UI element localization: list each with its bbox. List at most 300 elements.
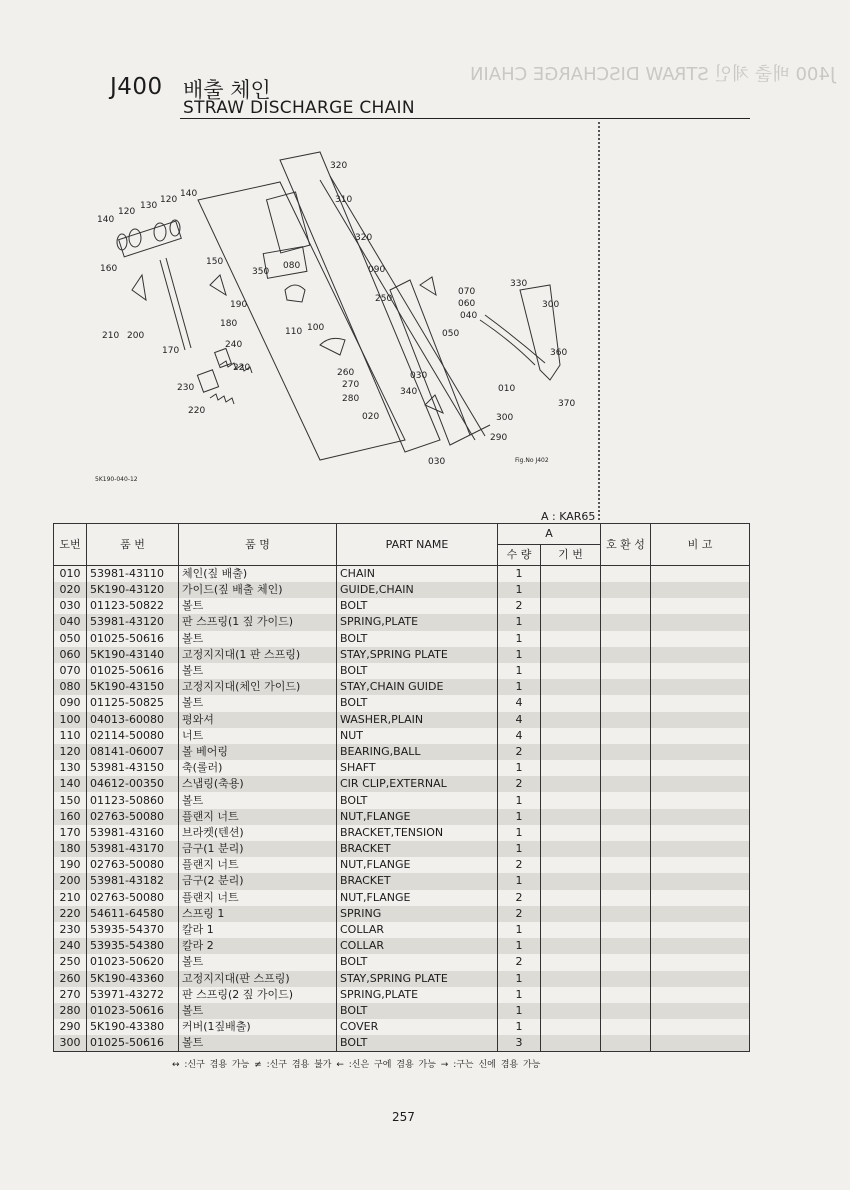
part-name-cell: SPRING — [337, 906, 498, 922]
svg-text:360: 360 — [550, 348, 568, 358]
quantity-cell: 4 — [498, 695, 541, 711]
part-number-cell: 53935-54380 — [87, 938, 179, 954]
korean-name-cell: 칼라 2 — [179, 938, 337, 954]
korean-name-cell: 고정지지대(판 스프링) — [179, 971, 337, 987]
remark-cell — [651, 809, 750, 825]
svg-text:180: 180 — [220, 319, 238, 329]
table-row — [54, 1003, 750, 1019]
part-number-cell: 01123-50822 — [87, 598, 179, 614]
svg-text:320: 320 — [330, 161, 348, 171]
quantity-cell: 1 — [498, 809, 541, 825]
compat-cell — [601, 809, 651, 825]
ref-no-cell: 300 — [54, 1035, 87, 1052]
remark-cell — [651, 679, 750, 695]
svg-text:140: 140 — [180, 189, 198, 199]
col-header-part-name: PART NAME — [337, 524, 498, 566]
part-name-cell: BOLT — [337, 663, 498, 679]
basic-cell — [541, 841, 601, 857]
basic-cell — [541, 728, 601, 744]
quantity-cell: 2 — [498, 776, 541, 792]
compat-cell — [601, 954, 651, 970]
ref-no-cell: 030 — [54, 598, 87, 614]
part-number-cell: 01025-50616 — [87, 1035, 179, 1052]
compat-cell — [601, 614, 651, 630]
ref-no-cell: 100 — [54, 712, 87, 728]
table-row — [54, 631, 750, 647]
basic-cell — [541, 792, 601, 808]
table-row — [54, 825, 750, 841]
ref-no-cell: 220 — [54, 906, 87, 922]
compat-cell — [601, 1035, 651, 1052]
basic-cell — [541, 760, 601, 776]
korean-name-cell: 브라켓(텐션) — [179, 825, 337, 841]
svg-text:050: 050 — [442, 329, 460, 339]
svg-text:300: 300 — [496, 413, 514, 423]
table-row — [54, 873, 750, 889]
svg-text:130: 130 — [140, 201, 158, 211]
svg-text:150: 150 — [206, 257, 224, 267]
section-code: J400 — [110, 74, 163, 100]
korean-name-cell: 볼트 — [179, 954, 337, 970]
quantity-cell: 2 — [498, 954, 541, 970]
svg-text:260: 260 — [337, 368, 355, 378]
ref-no-cell: 230 — [54, 922, 87, 938]
page-number: 257 — [392, 1110, 415, 1124]
compat-cell — [601, 631, 651, 647]
korean-name-cell: 볼트 — [179, 663, 337, 679]
table-row — [54, 744, 750, 760]
quantity-cell: 1 — [498, 841, 541, 857]
korean-name-cell: 볼트 — [179, 631, 337, 647]
compat-cell — [601, 744, 651, 760]
remark-cell — [651, 631, 750, 647]
basic-cell — [541, 695, 601, 711]
ref-no-cell: 240 — [54, 938, 87, 954]
ref-no-cell: 090 — [54, 695, 87, 711]
part-number-cell: 02763-50080 — [87, 890, 179, 906]
part-number-cell: 01123-50860 — [87, 792, 179, 808]
svg-text:090: 090 — [368, 265, 386, 275]
part-number-cell: 01023-50620 — [87, 954, 179, 970]
part-name-cell: CHAIN — [337, 566, 498, 583]
section-title-korean: 배출 체인 — [183, 78, 271, 102]
col-header-qty: 수 량 — [498, 545, 541, 566]
col-header-group-a: A — [498, 524, 601, 545]
svg-text:160: 160 — [100, 264, 118, 274]
korean-name-cell: 스프링 1 — [179, 906, 337, 922]
remark-cell — [651, 857, 750, 873]
part-number-cell: 02763-50080 — [87, 809, 179, 825]
basic-cell — [541, 971, 601, 987]
part-name-cell: SPRING,PLATE — [337, 987, 498, 1003]
ref-no-cell: 020 — [54, 582, 87, 598]
ref-no-cell: 250 — [54, 954, 87, 970]
svg-text:240: 240 — [225, 340, 243, 350]
part-number-cell: 01125-50825 — [87, 695, 179, 711]
quantity-cell: 2 — [498, 598, 541, 614]
remark-cell — [651, 825, 750, 841]
table-row — [54, 598, 750, 614]
table-row — [54, 566, 750, 583]
part-name-cell: BOLT — [337, 598, 498, 614]
compat-cell — [601, 906, 651, 922]
compat-cell — [601, 1019, 651, 1035]
part-number-cell: 53981-43182 — [87, 873, 179, 889]
compat-cell — [601, 695, 651, 711]
part-number-cell: 5K190-43150 — [87, 679, 179, 695]
part-number-cell: 53935-54370 — [87, 922, 179, 938]
table-row — [54, 647, 750, 663]
table-row — [54, 582, 750, 598]
basic-cell — [541, 954, 601, 970]
svg-text:210: 210 — [102, 331, 120, 341]
remark-cell — [651, 938, 750, 954]
part-name-cell: BOLT — [337, 1003, 498, 1019]
basic-cell — [541, 744, 601, 760]
part-name-cell: BRACKET — [337, 873, 498, 889]
quantity-cell: 3 — [498, 1035, 541, 1052]
svg-text:Fig.No J402: Fig.No J402 — [515, 457, 549, 464]
part-number-cell: 5K190-43360 — [87, 971, 179, 987]
table-row — [54, 987, 750, 1003]
svg-text:230: 230 — [177, 383, 195, 393]
quantity-cell: 2 — [498, 890, 541, 906]
remark-cell — [651, 906, 750, 922]
basic-cell — [541, 938, 601, 954]
quantity-cell: 1 — [498, 631, 541, 647]
part-name-cell: NUT,FLANGE — [337, 890, 498, 906]
part-name-cell: COVER — [337, 1019, 498, 1035]
quantity-cell: 4 — [498, 728, 541, 744]
part-name-cell: CIR CLIP,EXTERNAL — [337, 776, 498, 792]
quantity-cell: 1 — [498, 922, 541, 938]
ref-no-cell: 190 — [54, 857, 87, 873]
compat-cell — [601, 841, 651, 857]
svg-text:370: 370 — [558, 399, 576, 409]
bleed-through-text: J400 배출 체인 STRAW DISCHARGE CHAIN — [470, 64, 836, 85]
remark-cell — [651, 582, 750, 598]
table-row — [54, 663, 750, 679]
svg-text:320: 320 — [355, 233, 373, 243]
part-number-cell: 5K190-43120 — [87, 582, 179, 598]
part-number-cell: 53971-43272 — [87, 987, 179, 1003]
korean-name-cell: 고정지지대(체인 가이드) — [179, 679, 337, 695]
part-number-cell: 02763-50080 — [87, 857, 179, 873]
ref-no-cell: 150 — [54, 792, 87, 808]
table-row — [54, 776, 750, 792]
part-name-cell: NUT — [337, 728, 498, 744]
part-number-cell: 54611-64580 — [87, 906, 179, 922]
quantity-cell: 1 — [498, 938, 541, 954]
svg-text:110: 110 — [285, 327, 303, 337]
model-key: A : KAR65 — [541, 510, 596, 523]
compat-cell — [601, 663, 651, 679]
compat-cell — [601, 971, 651, 987]
compat-cell — [601, 712, 651, 728]
remark-cell — [651, 890, 750, 906]
svg-text:100: 100 — [307, 323, 325, 333]
korean-name-cell: 볼 베어링 — [179, 744, 337, 760]
table-row — [54, 938, 750, 954]
table-row — [54, 760, 750, 776]
basic-cell — [541, 614, 601, 630]
korean-name-cell: 플랜지 너트 — [179, 857, 337, 873]
svg-text:270: 270 — [342, 380, 360, 390]
ref-no-cell: 110 — [54, 728, 87, 744]
basic-cell — [541, 922, 601, 938]
ref-no-cell: 290 — [54, 1019, 87, 1035]
compat-cell — [601, 776, 651, 792]
svg-text:120: 120 — [160, 195, 178, 205]
part-name-cell: STAY,SPRING PLATE — [337, 971, 498, 987]
remark-cell — [651, 1035, 750, 1052]
quantity-cell: 1 — [498, 987, 541, 1003]
remark-cell — [651, 647, 750, 663]
compat-cell — [601, 647, 651, 663]
remark-cell — [651, 663, 750, 679]
section-title-english: STRAW DISCHARGE CHAIN — [183, 98, 415, 118]
svg-text:220: 220 — [233, 363, 251, 373]
svg-text:070: 070 — [458, 287, 476, 297]
col-header-no: 도번 — [54, 524, 87, 566]
part-name-cell: WASHER,PLAIN — [337, 712, 498, 728]
table-row — [54, 890, 750, 906]
remark-cell — [651, 987, 750, 1003]
compat-cell — [601, 1003, 651, 1019]
basic-cell — [541, 825, 601, 841]
remark-cell — [651, 776, 750, 792]
part-name-cell: NUT,FLANGE — [337, 857, 498, 873]
svg-text:5K190-040-12: 5K190-040-12 — [95, 476, 138, 483]
korean-name-cell: 축(롤러) — [179, 760, 337, 776]
part-number-cell: 53981-43170 — [87, 841, 179, 857]
svg-text:340: 340 — [400, 387, 418, 397]
svg-text:170: 170 — [162, 346, 180, 356]
part-number-cell: 5K190-43380 — [87, 1019, 179, 1035]
table-row — [54, 728, 750, 744]
remark-cell — [651, 954, 750, 970]
part-name-cell: BOLT — [337, 792, 498, 808]
part-number-cell: 5K190-43140 — [87, 647, 179, 663]
part-number-cell: 53981-43150 — [87, 760, 179, 776]
svg-text:250: 250 — [375, 294, 393, 304]
quantity-cell: 1 — [498, 1019, 541, 1035]
basic-cell — [541, 890, 601, 906]
svg-text:140: 140 — [97, 215, 115, 225]
compat-cell — [601, 825, 651, 841]
ref-no-cell: 280 — [54, 1003, 87, 1019]
remark-cell — [651, 841, 750, 857]
basic-cell — [541, 873, 601, 889]
table-row — [54, 712, 750, 728]
remark-cell — [651, 760, 750, 776]
part-name-cell: BEARING,BALL — [337, 744, 498, 760]
basic-cell — [541, 582, 601, 598]
ref-no-cell: 050 — [54, 631, 87, 647]
part-number-cell: 01025-50616 — [87, 631, 179, 647]
table-row — [54, 971, 750, 987]
quantity-cell: 1 — [498, 760, 541, 776]
table-row — [54, 792, 750, 808]
quantity-cell: 1 — [498, 663, 541, 679]
remark-cell — [651, 728, 750, 744]
part-name-cell: BRACKET,TENSION — [337, 825, 498, 841]
svg-text:220: 220 — [188, 406, 206, 416]
ref-no-cell: 080 — [54, 679, 87, 695]
korean-name-cell: 볼트 — [179, 792, 337, 808]
part-name-cell: STAY,CHAIN GUIDE — [337, 679, 498, 695]
basic-cell — [541, 566, 601, 583]
quantity-cell: 1 — [498, 582, 541, 598]
korean-name-cell: 볼트 — [179, 598, 337, 614]
korean-name-cell: 커버(1짚배출) — [179, 1019, 337, 1035]
quantity-cell: 1 — [498, 971, 541, 987]
basic-cell — [541, 987, 601, 1003]
korean-name-cell: 금구(2 분리) — [179, 873, 337, 889]
remark-cell — [651, 598, 750, 614]
basic-cell — [541, 679, 601, 695]
compatibility-legend: ↔ :신구 겸용 가능 ≠ :신구 겸용 불가 ← :신은 구에 겸용 가능 → :구는 신에 겸용 가능 — [172, 1060, 541, 1070]
part-name-cell: SPRING,PLATE — [337, 614, 498, 630]
part-number-cell: 04013-60080 — [87, 712, 179, 728]
quantity-cell: 1 — [498, 873, 541, 889]
remark-cell — [651, 922, 750, 938]
table-row — [54, 695, 750, 711]
table-row — [54, 841, 750, 857]
basic-cell — [541, 712, 601, 728]
table-row — [54, 906, 750, 922]
col-header-name-kor: 품 명 — [179, 524, 337, 566]
svg-text:080: 080 — [283, 261, 301, 271]
part-name-cell: BOLT — [337, 1035, 498, 1052]
korean-name-cell: 플랜지 너트 — [179, 809, 337, 825]
part-number-cell: 01023-50616 — [87, 1003, 179, 1019]
table-row — [54, 922, 750, 938]
korean-name-cell: 볼트 — [179, 695, 337, 711]
part-name-cell: STAY,SPRING PLATE — [337, 647, 498, 663]
quantity-cell: 1 — [498, 825, 541, 841]
quantity-cell: 1 — [498, 679, 541, 695]
part-number-cell: 53981-43110 — [87, 566, 179, 583]
table-row — [54, 614, 750, 630]
compat-cell — [601, 566, 651, 583]
svg-text:060: 060 — [458, 299, 476, 309]
part-name-cell: COLLAR — [337, 922, 498, 938]
korean-name-cell: 스냅링(축용) — [179, 776, 337, 792]
compat-cell — [601, 679, 651, 695]
basic-cell — [541, 663, 601, 679]
col-header-remark: 비 고 — [651, 524, 750, 566]
header-rule — [180, 118, 750, 119]
table-row — [54, 809, 750, 825]
basic-cell — [541, 1019, 601, 1035]
compat-cell — [601, 987, 651, 1003]
part-number-cell: 02114-50080 — [87, 728, 179, 744]
compat-cell — [601, 890, 651, 906]
ref-no-cell: 040 — [54, 614, 87, 630]
part-name-cell: BRACKET — [337, 841, 498, 857]
part-name-cell: GUIDE,CHAIN — [337, 582, 498, 598]
compat-cell — [601, 938, 651, 954]
table-row — [54, 1035, 750, 1052]
basic-cell — [541, 857, 601, 873]
table-row — [54, 1019, 750, 1035]
compat-cell — [601, 857, 651, 873]
remark-cell — [651, 712, 750, 728]
exploded-parts-diagram — [80, 140, 600, 490]
part-number-cell: 08141-06007 — [87, 744, 179, 760]
basic-cell — [541, 1035, 601, 1052]
basic-cell — [541, 631, 601, 647]
ref-no-cell: 200 — [54, 873, 87, 889]
basic-cell — [541, 647, 601, 663]
korean-name-cell: 금구(1 분리) — [179, 841, 337, 857]
quantity-cell: 1 — [498, 1003, 541, 1019]
svg-text:120: 120 — [118, 207, 136, 217]
ref-no-cell: 180 — [54, 841, 87, 857]
remark-cell — [651, 744, 750, 760]
korean-name-cell: 평와셔 — [179, 712, 337, 728]
ref-no-cell: 010 — [54, 566, 87, 583]
quantity-cell: 1 — [498, 792, 541, 808]
svg-text:020: 020 — [362, 412, 380, 422]
svg-text:300: 300 — [542, 300, 560, 310]
ref-no-cell: 210 — [54, 890, 87, 906]
compat-cell — [601, 873, 651, 889]
basic-cell — [541, 809, 601, 825]
quantity-cell: 1 — [498, 566, 541, 583]
part-number-cell: 01025-50616 — [87, 663, 179, 679]
svg-text:030: 030 — [410, 371, 428, 381]
basic-cell — [541, 906, 601, 922]
part-number-cell: 53981-43120 — [87, 614, 179, 630]
part-name-cell: NUT,FLANGE — [337, 809, 498, 825]
svg-text:200: 200 — [127, 331, 145, 341]
korean-name-cell: 볼트 — [179, 1035, 337, 1052]
part-name-cell: COLLAR — [337, 938, 498, 954]
korean-name-cell: 판 스프링(1 짚 가이드) — [179, 614, 337, 630]
basic-cell — [541, 776, 601, 792]
remark-cell — [651, 1003, 750, 1019]
ref-no-cell: 170 — [54, 825, 87, 841]
svg-text:010: 010 — [498, 384, 516, 394]
compat-cell — [601, 728, 651, 744]
svg-text:330: 330 — [510, 279, 528, 289]
ref-no-cell: 120 — [54, 744, 87, 760]
compat-cell — [601, 792, 651, 808]
quantity-cell: 4 — [498, 712, 541, 728]
basic-cell — [541, 598, 601, 614]
svg-text:280: 280 — [342, 394, 360, 404]
part-number-cell: 04612-00350 — [87, 776, 179, 792]
korean-name-cell: 고정지지대(1 판 스프링) — [179, 647, 337, 663]
compat-cell — [601, 582, 651, 598]
ref-no-cell: 160 — [54, 809, 87, 825]
korean-name-cell: 플랜지 너트 — [179, 890, 337, 906]
col-header-compat: 호 환 성 — [601, 524, 651, 566]
svg-text:190: 190 — [230, 300, 248, 310]
compat-cell — [601, 598, 651, 614]
compat-cell — [601, 922, 651, 938]
part-name-cell: BOLT — [337, 631, 498, 647]
table-row — [54, 679, 750, 695]
parts-table — [53, 523, 750, 1052]
svg-text:030: 030 — [428, 457, 446, 467]
col-header-part-no: 품 번 — [87, 524, 179, 566]
ref-no-cell: 140 — [54, 776, 87, 792]
callout-labels — [95, 161, 575, 483]
korean-name-cell: 너트 — [179, 728, 337, 744]
